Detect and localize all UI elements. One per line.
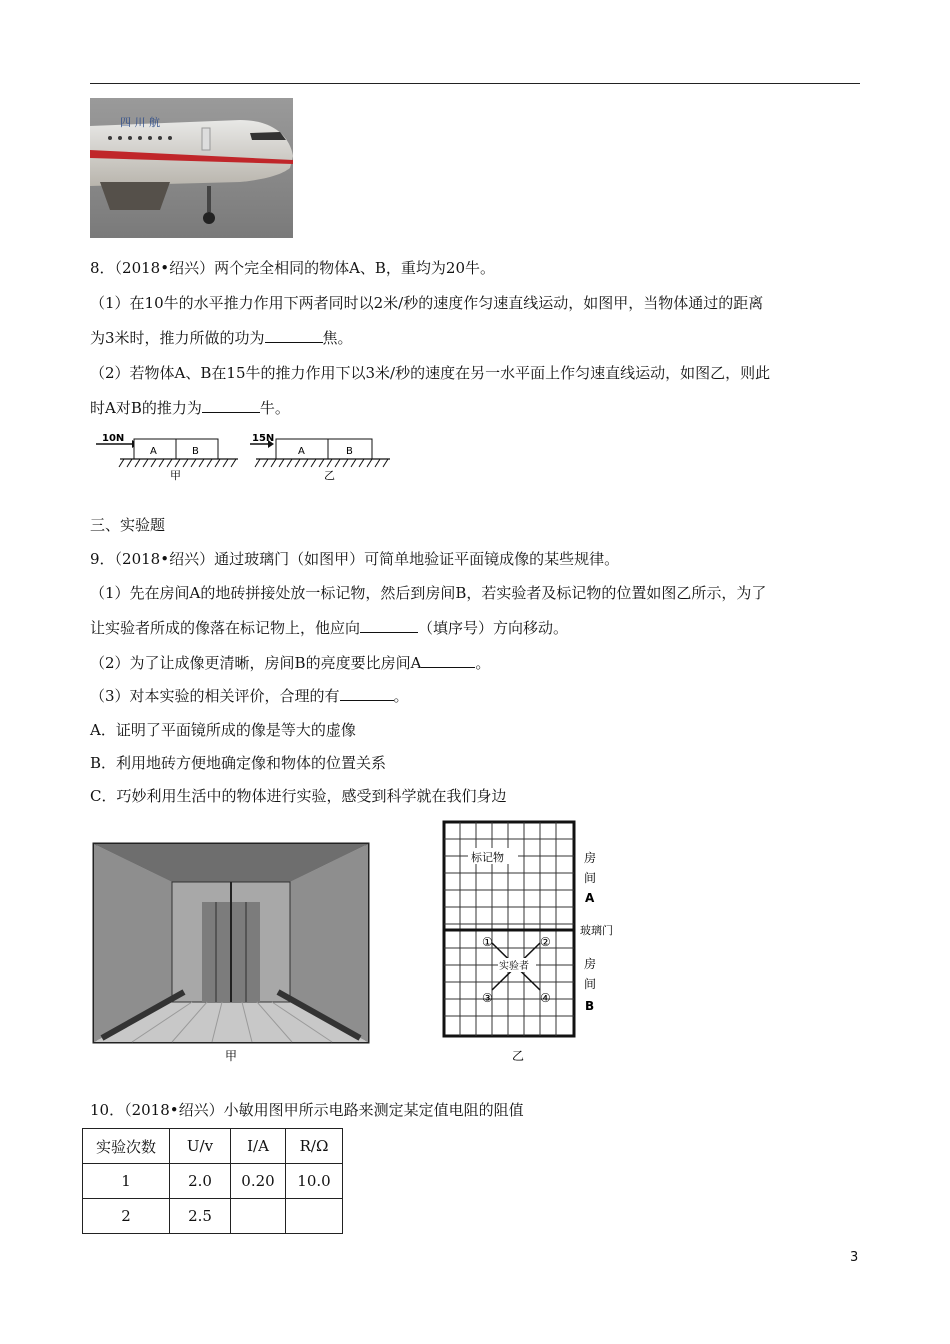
q8-part2-line2: [90, 398, 290, 418]
ground-hatch-yi: [255, 459, 388, 467]
room-a-2: 间: [584, 871, 597, 885]
block-a-label-jia: A: [150, 446, 157, 457]
room-b-3: B: [585, 999, 595, 1013]
room-a-3: A: [585, 891, 595, 905]
table-row: [83, 1199, 343, 1234]
q8-figure-yi: [246, 430, 396, 482]
room-b-1: 房: [584, 957, 597, 971]
direction-4: ④: [540, 991, 551, 1005]
q8-part2-text: 时A对B的推力为: [90, 399, 202, 417]
q8-part2-line1: （2）若物体A、B在15牛的推力作用下以3米/秒的速度在另一水平面上作匀速直线运动，如图乙，则此: [90, 364, 771, 382]
caption-jia: 甲: [170, 469, 181, 482]
table-cell-blank[interactable]: [286, 1199, 343, 1234]
q10-title: 10．（2018•绍兴）小敏用图甲所示电路来测定某定值电阻的阻值: [90, 1101, 524, 1119]
door-label: 玻璃门: [580, 924, 613, 937]
q9-part3: [90, 686, 409, 706]
q9-part2: [90, 653, 490, 673]
caption-yi: 乙: [324, 469, 335, 482]
table-header-row: [83, 1129, 343, 1164]
q9-part2-suffix: 。: [475, 654, 491, 672]
svg-text:四 川 航: 四 川 航: [120, 116, 160, 129]
q9-part2-text: （2）为了让成像更清晰，房间B的亮度要比房间A: [90, 654, 422, 672]
section-title: 三、实验题: [90, 516, 166, 534]
marker-label: 标记物: [471, 851, 504, 864]
q8-part2-unit: 牛。: [259, 399, 290, 417]
header-rule: [90, 83, 860, 84]
q9-part1-line1: （1）先在房间A的地砖拼接处放一标记物，然后到房间B，若实验者及标记物的位置如图乙所示，为了: [90, 584, 767, 602]
person-label: 实验者: [499, 961, 529, 972]
q8-part1-text: 为3米时，推力所做的功为: [90, 329, 265, 347]
q9-option-a: A．证明了平面镜所成的像是等大的虚像: [90, 721, 356, 739]
direction-3: ③: [482, 991, 493, 1005]
force-label-yi: 15N: [252, 433, 275, 444]
room-a-1: 房: [584, 851, 597, 865]
q8-answer-blank-2[interactable]: [202, 398, 260, 413]
q10-data-table: [82, 1128, 343, 1234]
block-a-label-yi: A: [298, 446, 305, 457]
room-b-2: 间: [584, 977, 597, 991]
q9-part3-suffix: 。: [393, 687, 409, 705]
q8-answer-blank-1[interactable]: [265, 328, 323, 343]
q9-part1-suffix: （填序号）方向移动。: [418, 619, 569, 637]
q8-part1-unit: 焦。: [322, 329, 353, 347]
block-b-label-yi: B: [346, 446, 353, 457]
q9-part3-text: （3）对本实验的相关评价，合理的有: [90, 687, 340, 705]
q9-option-b: B．利用地砖方便地确定像和物体的位置关系: [90, 754, 387, 772]
table-cell: 0.20: [231, 1164, 286, 1199]
q9-answer-blank-3[interactable]: [340, 686, 394, 701]
table-cell: 10.0: [286, 1164, 343, 1199]
caption-q9-yi: 乙: [512, 1049, 525, 1063]
direction-2: ②: [540, 935, 551, 949]
q9-title: 9．（2018•绍兴）通过玻璃门（如图甲）可简单地验证平面镜成像的某些规律。: [90, 550, 620, 568]
table-cell: 2.5: [170, 1199, 231, 1234]
table-cell: 2.0: [170, 1164, 231, 1199]
airplane-photo: [90, 98, 293, 238]
ground-hatch-jia: [119, 459, 236, 467]
q8-part1-line2: [90, 328, 353, 348]
q9-figure-yi-grid: [438, 818, 638, 1066]
q9-option-c: C．巧妙利用生活中的物体进行实验，感受到科学就在我们身边: [90, 787, 507, 805]
q9-part1-text: 让实验者所成的像落在标记物上，他应向: [90, 619, 361, 637]
table-row: [83, 1164, 343, 1199]
q8-part1-line1: （1）在10牛的水平推力作用下两者同时以2米/秒的速度作匀速直线运动，如图甲，当物体通过的距离: [90, 294, 764, 312]
table-cell-blank[interactable]: [231, 1199, 286, 1234]
q9-answer-blank-1[interactable]: [360, 618, 418, 633]
force-label-jia: 10N: [102, 433, 125, 444]
caption-q9-jia: 甲: [225, 1049, 238, 1063]
block-b-label-jia: B: [192, 446, 199, 457]
table-cell: 2: [83, 1199, 170, 1234]
table-cell: 1: [83, 1164, 170, 1199]
direction-1: ①: [482, 935, 493, 949]
q9-part1-line2: [90, 618, 568, 638]
table-header-cell: U/v: [170, 1129, 231, 1164]
q9-figure-jia-corridor: [92, 842, 372, 1064]
page-number: 3: [850, 1250, 859, 1265]
table-header-cell: 实验次数: [83, 1129, 170, 1164]
q9-answer-blank-2[interactable]: [421, 653, 475, 668]
table-header-cell: I/A: [231, 1129, 286, 1164]
q8-title: 8．（2018•绍兴）两个完全相同的物体A、B，重均为20牛。: [90, 259, 496, 277]
q8-figure-jia: [92, 430, 242, 482]
table-header-cell: R/Ω: [286, 1129, 343, 1164]
